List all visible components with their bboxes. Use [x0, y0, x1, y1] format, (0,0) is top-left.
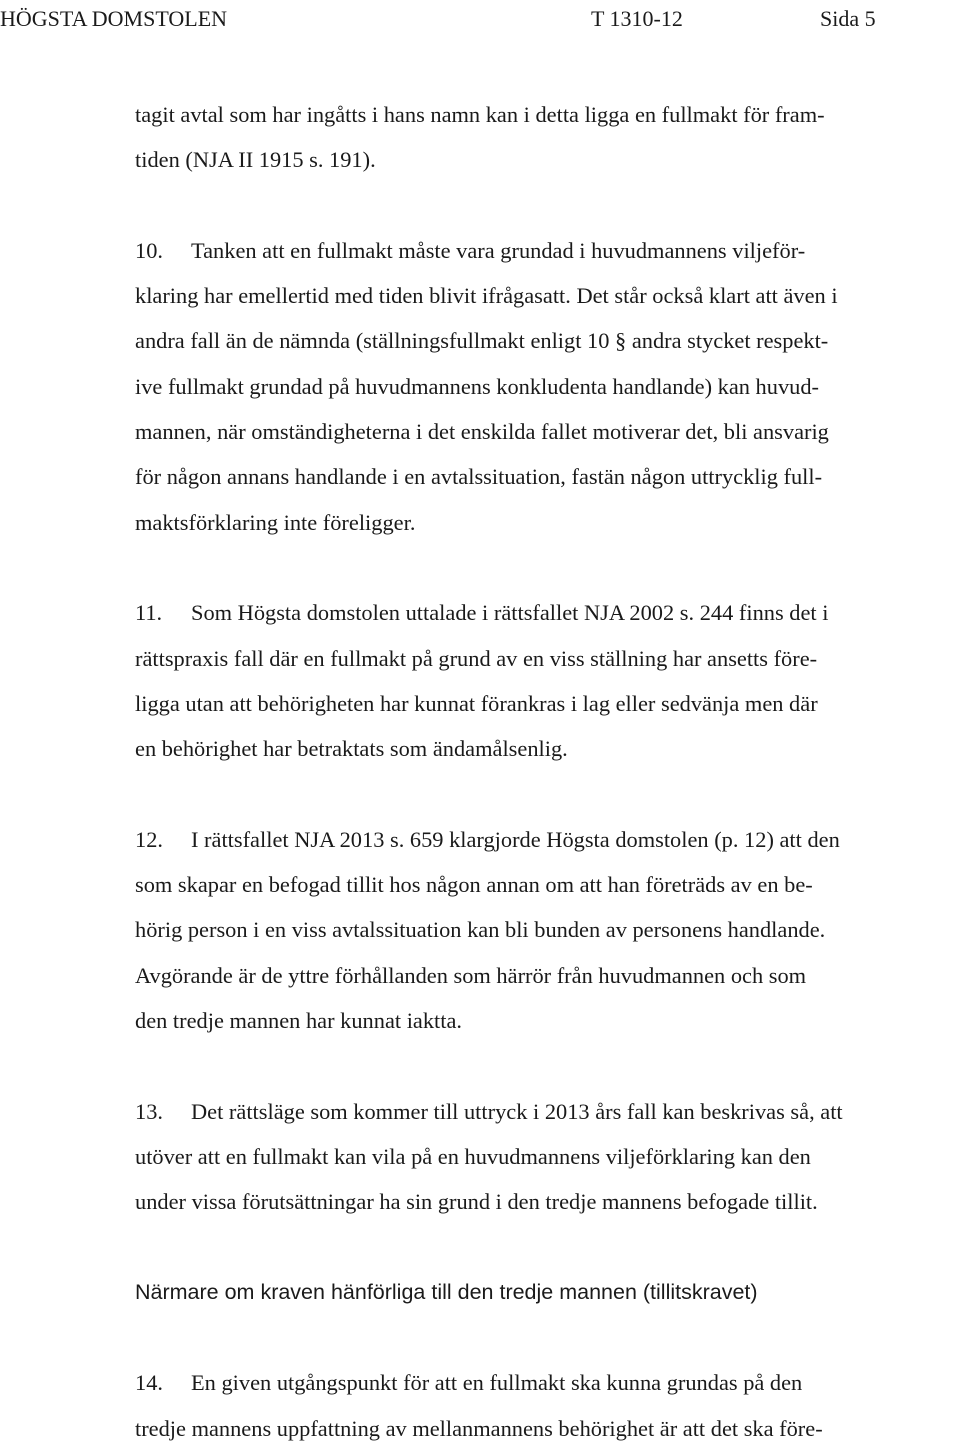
section-heading: Närmare om kraven hänförliga till den tredje mannen (tillitskravet): [135, 1279, 758, 1304]
text-line: tredje mannens uppfattning av mellanmannens behörighet är att det ska före-: [135, 1415, 823, 1441]
case-number: T 1310-12: [591, 6, 683, 31]
paragraph-number: 10.: [135, 237, 163, 263]
text-line: under vissa förutsättningar ha sin grund i den tredje mannens befogade tillit.: [135, 1189, 818, 1215]
text-line: hörig person i en viss avtalssituation kan bli bunden av personens handlande.: [135, 917, 826, 943]
paragraph-14: [135, 1360, 955, 1451]
text-line: andra fall än de nämnda (ställningsfullmakt enligt 10 § andra stycket respekt-: [135, 328, 829, 354]
text-line: Det rättsläge som kommer till uttryck i 2013 års fall kan beskrivas så, att: [191, 1098, 843, 1124]
paragraph-number: 14.: [135, 1370, 163, 1396]
text-line: tiden (NJA II 1915 s. 191).: [135, 147, 376, 173]
text-line: Tanken att en fullmakt måste vara grundad i huvudmannens viljeför-: [191, 237, 806, 263]
text-line: den tredje mannen har kunnat iaktta.: [135, 1007, 463, 1033]
text-line: ive fullmakt grundad på huvudmannens konkludenta handlande) kan huvud-: [135, 373, 819, 399]
text-line: mannen, när omständigheterna i det enskilda fallet motiverar det, bli ansvarig: [135, 419, 829, 445]
text-line: som skapar en befogad tillit hos någon annan om att han företräds av en be-: [135, 872, 813, 898]
text-line: I rättsfallet NJA 2013 s. 659 klargjorde Högsta domstolen (p. 12) att den: [191, 826, 840, 852]
paragraph-number: 13.: [135, 1098, 163, 1124]
paragraph-number: 12.: [135, 826, 163, 852]
paragraph-9-continuation: [135, 92, 955, 183]
paragraph-10: [135, 228, 955, 545]
text-line: Avgörande är de yttre förhållanden som härrör från huvudmannen och som: [135, 962, 807, 988]
paragraph-11: [135, 590, 955, 771]
text-line: utöver att en fullmakt kan vila på en huvudmannens viljeförklaring kan den: [135, 1143, 811, 1169]
page-number: Sida 5: [820, 6, 876, 31]
text-line: ligga utan att behörigheten har kunnat förankras i lag eller sedvänja men där: [135, 690, 818, 716]
paragraph-first-line: [135, 1360, 955, 1405]
paragraph-first-line: [135, 590, 955, 635]
page-header: [0, 4, 960, 34]
document-body: [135, 92, 955, 1451]
paragraph-first-line: [135, 817, 955, 862]
paragraph-12: [135, 817, 955, 1043]
text-line: Som Högsta domstolen uttalade i rättsfallet NJA 2002 s. 244 finns det i: [191, 600, 829, 626]
paragraph-number: 11.: [135, 600, 163, 626]
paragraph-13: [135, 1089, 955, 1225]
text-line: maktsförklaring inte föreligger.: [135, 509, 416, 535]
text-line: en behörighet har betraktats som ändamålsenlig.: [135, 736, 568, 762]
paragraph-first-line: [135, 1089, 955, 1134]
court-name: HÖGSTA DOMSTOLEN: [0, 6, 228, 31]
paragraph-first-line: [135, 228, 955, 273]
text-line: rättspraxis fall där en fullmakt på grund av en viss ställning har ansetts före-: [135, 645, 818, 671]
text-line: klaring har emellertid med tiden blivit ifrågasatt. Det står också klart att även i: [135, 283, 838, 309]
text-line: En given utgångspunkt för att en fullmakt ska kunna grundas på den: [191, 1370, 803, 1396]
text-line: tagit avtal som har ingåtts i hans namn kan i detta ligga en fullmakt för fram-: [135, 102, 825, 127]
text-line: för någon annans handlande i en avtalssituation, fastän någon uttrycklig full-: [135, 464, 823, 490]
